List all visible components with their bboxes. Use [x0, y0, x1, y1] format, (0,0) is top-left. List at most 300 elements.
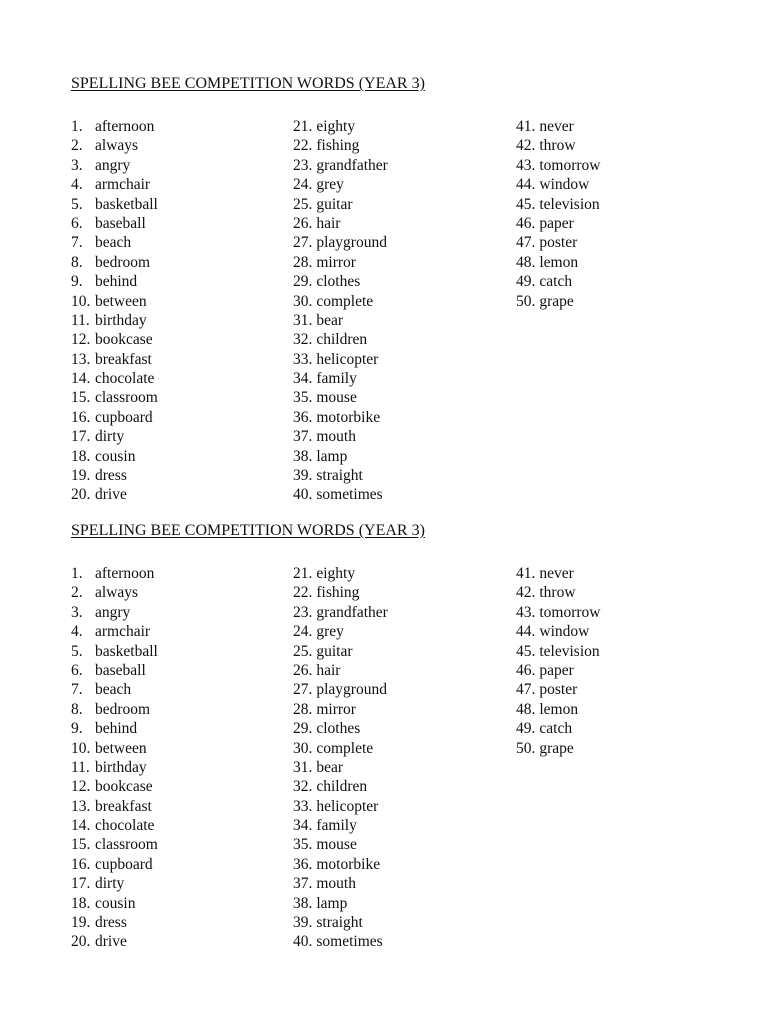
- item-number: 46.: [516, 661, 536, 679]
- item-number: 30.: [293, 292, 313, 310]
- word-list-item: [71, 253, 158, 272]
- spelling-word: classroom: [95, 389, 158, 407]
- item-number: 9.: [71, 273, 83, 291]
- spelling-word: hair: [316, 661, 341, 679]
- word-list-item: [516, 272, 601, 291]
- spelling-word: baseball: [95, 214, 146, 232]
- item-number: 32.: [293, 331, 313, 349]
- item-number: 42.: [516, 137, 536, 155]
- word-list-item: [71, 932, 158, 951]
- spelling-word: afternoon: [95, 565, 155, 582]
- spelling-word: mouth: [316, 428, 356, 446]
- word-list-item: [516, 583, 601, 602]
- spelling-word: poster: [539, 234, 578, 252]
- word-list-item: [293, 894, 388, 913]
- spelling-word: behind: [95, 720, 138, 738]
- item-number: 12.: [71, 778, 91, 796]
- word-list-item: [293, 583, 388, 602]
- word-list-item: [293, 233, 388, 252]
- section-title: SPELLING BEE COMPETITION WORDS (YEAR 3): [71, 75, 425, 92]
- spelling-word: never: [539, 118, 574, 135]
- item-number: 41.: [516, 118, 536, 135]
- item-number: 33.: [293, 797, 313, 815]
- word-list-item: [71, 622, 158, 641]
- item-number: 20.: [71, 933, 91, 951]
- item-number: 21.: [293, 565, 313, 582]
- word-list-item: [71, 136, 158, 155]
- spelling-word: grey: [316, 176, 344, 194]
- word-list-item: [293, 156, 388, 175]
- spelling-word: beach: [95, 681, 132, 699]
- word-list-item: [293, 855, 388, 874]
- item-number: 18.: [71, 447, 91, 465]
- item-number: 23.: [293, 156, 313, 174]
- word-list-item: [71, 797, 158, 816]
- item-number: 44.: [516, 623, 536, 641]
- word-list-item: [516, 136, 601, 155]
- spelling-word: bedroom: [95, 700, 151, 718]
- item-number: 16.: [71, 408, 91, 426]
- word-list-item: [293, 700, 388, 719]
- item-number: 47.: [516, 681, 536, 699]
- spelling-word: bear: [316, 758, 344, 776]
- spelling-word: sometimes: [316, 933, 383, 951]
- word-list-item: [71, 661, 158, 680]
- spelling-word: cupboard: [95, 855, 153, 873]
- item-number: 45.: [516, 195, 536, 213]
- word-list-item: [71, 564, 158, 583]
- spelling-word: clothes: [316, 720, 361, 738]
- item-number: 47.: [516, 234, 536, 252]
- word-list-item: [293, 485, 388, 504]
- spelling-word: family: [316, 370, 357, 388]
- spelling-word: catch: [539, 273, 573, 291]
- word-list-item: [293, 195, 388, 214]
- word-list-item: [71, 777, 158, 796]
- spelling-word: always: [95, 584, 139, 602]
- word-list-item: [293, 466, 388, 485]
- item-number: 5.: [71, 195, 83, 213]
- word-list-item: [293, 777, 388, 796]
- spelling-word: motorbike: [316, 855, 381, 873]
- word-list-item: [293, 835, 388, 854]
- word-list-item: [71, 350, 158, 369]
- item-number: 10.: [71, 739, 91, 757]
- spelling-word: drive: [95, 486, 127, 504]
- word-list-item: [71, 233, 158, 252]
- word-list-item: [71, 700, 158, 719]
- spelling-word: mouse: [316, 836, 357, 854]
- item-number: 31.: [293, 311, 313, 329]
- word-list-item: [293, 680, 388, 699]
- item-number: 26.: [293, 661, 313, 679]
- item-number: 6.: [71, 214, 83, 232]
- item-number: 14.: [71, 370, 91, 388]
- word-column-3: [516, 564, 601, 758]
- spelling-word: paper: [539, 661, 574, 679]
- word-list-item: [71, 466, 158, 485]
- spelling-word: television: [539, 195, 600, 213]
- word-list-item: [516, 292, 601, 311]
- spelling-word: sometimes: [316, 486, 383, 504]
- word-list-item: [71, 816, 158, 835]
- item-number: 35.: [293, 389, 313, 407]
- spelling-word: never: [539, 565, 574, 582]
- item-number: 46.: [516, 214, 536, 232]
- spelling-word: lamp: [316, 447, 348, 465]
- word-list-item: [293, 661, 388, 680]
- spelling-word: bear: [316, 311, 344, 329]
- word-list-item: [71, 427, 158, 446]
- word-column-2: [293, 564, 388, 952]
- spelling-word: grandfather: [316, 156, 388, 174]
- word-list-item: [293, 175, 388, 194]
- word-list-item: [293, 427, 388, 446]
- spelling-word: dress: [95, 467, 127, 485]
- spelling-word: tomorrow: [539, 156, 601, 174]
- word-list-item: [516, 642, 601, 661]
- word-list-item: [293, 642, 388, 661]
- item-number: 6.: [71, 661, 83, 679]
- word-list-item: [293, 330, 388, 349]
- spelling-word: grape: [539, 739, 574, 757]
- item-number: 29.: [293, 720, 313, 738]
- word-list-item: [293, 117, 388, 136]
- item-number: 12.: [71, 331, 91, 349]
- word-list-item: [71, 330, 158, 349]
- spelling-word: children: [316, 331, 368, 349]
- word-list-item: [516, 233, 601, 252]
- spelling-word: mirror: [316, 700, 356, 718]
- word-list-item: [71, 739, 158, 758]
- word-list-item: [71, 642, 158, 661]
- item-number: 34.: [293, 817, 313, 835]
- item-number: 4.: [71, 176, 83, 194]
- item-number: 45.: [516, 642, 536, 660]
- spelling-word: lamp: [316, 894, 348, 912]
- item-number: 44.: [516, 176, 536, 194]
- spelling-word: beach: [95, 234, 132, 252]
- item-number: 19.: [71, 467, 91, 485]
- spelling-word: clothes: [316, 273, 361, 291]
- spelling-word: family: [316, 817, 357, 835]
- item-number: 17.: [71, 875, 91, 893]
- item-number: 16.: [71, 855, 91, 873]
- item-number: 8.: [71, 700, 83, 718]
- item-number: 3.: [71, 603, 83, 621]
- word-list-item: [71, 583, 158, 602]
- word-list-item: [293, 214, 388, 233]
- item-number: 8.: [71, 253, 83, 271]
- item-number: 23.: [293, 603, 313, 621]
- word-list-item: [71, 719, 158, 738]
- spelling-word: poster: [539, 681, 578, 699]
- spelling-word: dirty: [95, 875, 125, 893]
- item-number: 50.: [516, 739, 536, 757]
- item-number: 37.: [293, 875, 313, 893]
- item-number: 1.: [71, 118, 83, 135]
- word-list-item: [71, 175, 158, 194]
- item-number: 40.: [293, 486, 313, 504]
- word-list-item: [516, 739, 601, 758]
- spelling-word: eighty: [316, 118, 356, 135]
- item-number: 28.: [293, 253, 313, 271]
- spelling-word: paper: [539, 214, 574, 232]
- spelling-word: mirror: [316, 253, 356, 271]
- item-number: 48.: [516, 253, 536, 271]
- item-number: 33.: [293, 350, 313, 368]
- item-number: 43.: [516, 603, 536, 621]
- word-list-item: [293, 369, 388, 388]
- word-list-item: [516, 680, 601, 699]
- word-list-item: [71, 874, 158, 893]
- word-list-item: [71, 408, 158, 427]
- item-number: 4.: [71, 623, 83, 641]
- spelling-word: grandfather: [316, 603, 388, 621]
- spelling-word: children: [316, 778, 368, 796]
- word-columns: [71, 564, 711, 956]
- word-list-item: [71, 369, 158, 388]
- spelling-word: birthday: [95, 311, 147, 329]
- spelling-word: between: [95, 739, 147, 757]
- word-list-item: [293, 311, 388, 330]
- word-list-item: [516, 253, 601, 272]
- item-number: 24.: [293, 176, 313, 194]
- word-list-item: [293, 739, 388, 758]
- spelling-word: behind: [95, 273, 138, 291]
- spelling-word: armchair: [95, 176, 151, 194]
- section-title: SPELLING BEE COMPETITION WORDS (YEAR 3): [71, 522, 425, 539]
- spelling-word: window: [539, 176, 590, 194]
- item-number: 15.: [71, 389, 91, 407]
- item-number: 27.: [293, 681, 313, 699]
- word-list-item: [71, 195, 158, 214]
- item-number: 49.: [516, 720, 536, 738]
- item-number: 2.: [71, 584, 83, 602]
- spelling-word: hair: [316, 214, 341, 232]
- item-number: 31.: [293, 758, 313, 776]
- word-list-item: [516, 564, 601, 583]
- word-list-item: [293, 272, 388, 291]
- word-list-item: [293, 603, 388, 622]
- word-list-item: [293, 913, 388, 932]
- spelling-word: lemon: [539, 700, 579, 718]
- word-list-item: [71, 156, 158, 175]
- word-column-2: [293, 117, 388, 505]
- item-number: 30.: [293, 739, 313, 757]
- word-list-item: [293, 408, 388, 427]
- word-list-item: [516, 622, 601, 641]
- item-number: 22.: [293, 137, 313, 155]
- spelling-word: basketball: [95, 195, 158, 213]
- item-number: 48.: [516, 700, 536, 718]
- word-list-item: [71, 603, 158, 622]
- word-list-item: [293, 292, 388, 311]
- spelling-word: baseball: [95, 661, 146, 679]
- spelling-word: window: [539, 623, 590, 641]
- word-list-item: [293, 564, 388, 583]
- item-number: 29.: [293, 273, 313, 291]
- spelling-word: fishing: [316, 137, 360, 155]
- word-list-item: [71, 214, 158, 233]
- item-number: 17.: [71, 428, 91, 446]
- spelling-word: throw: [539, 584, 576, 602]
- word-list-item: [71, 894, 158, 913]
- item-number: 38.: [293, 894, 313, 912]
- spelling-word: classroom: [95, 836, 158, 854]
- item-number: 5.: [71, 642, 83, 660]
- item-number: 19.: [71, 914, 91, 932]
- item-number: 21.: [293, 118, 313, 135]
- spelling-word: chocolate: [95, 370, 155, 388]
- item-number: 32.: [293, 778, 313, 796]
- spelling-word: armchair: [95, 623, 151, 641]
- word-list-item: [293, 719, 388, 738]
- spelling-word: bookcase: [95, 778, 153, 796]
- word-list-section-1: [71, 73, 711, 509]
- word-list-item: [71, 388, 158, 407]
- spelling-word: helicopter: [316, 350, 379, 368]
- spelling-word: chocolate: [95, 817, 155, 835]
- spelling-word: bedroom: [95, 253, 151, 271]
- word-list-item: [71, 913, 158, 932]
- item-number: 11.: [71, 758, 90, 776]
- item-number: 35.: [293, 836, 313, 854]
- item-number: 13.: [71, 797, 91, 815]
- word-list-item: [293, 388, 388, 407]
- spelling-word: straight: [316, 914, 363, 932]
- item-number: 50.: [516, 292, 536, 310]
- spelling-word: mouse: [316, 389, 357, 407]
- spelling-word: cupboard: [95, 408, 153, 426]
- item-number: 43.: [516, 156, 536, 174]
- word-list-item: [71, 117, 158, 136]
- item-number: 22.: [293, 584, 313, 602]
- item-number: 9.: [71, 720, 83, 738]
- word-list-item: [516, 156, 601, 175]
- word-list-item: [71, 311, 158, 330]
- spelling-word: helicopter: [316, 797, 379, 815]
- spelling-word: bookcase: [95, 331, 153, 349]
- spelling-word: eighty: [316, 565, 356, 582]
- item-number: 10.: [71, 292, 91, 310]
- spelling-word: drive: [95, 933, 127, 951]
- word-list-item: [516, 175, 601, 194]
- word-list-item: [516, 195, 601, 214]
- spelling-word: breakfast: [95, 350, 152, 368]
- spelling-word: birthday: [95, 758, 147, 776]
- spelling-word: cousin: [95, 447, 136, 465]
- spelling-word: mouth: [316, 875, 356, 893]
- spelling-word: guitar: [316, 195, 353, 213]
- item-number: 49.: [516, 273, 536, 291]
- word-column-3: [516, 117, 601, 311]
- spelling-word: motorbike: [316, 408, 381, 426]
- spelling-word: tomorrow: [539, 603, 601, 621]
- item-number: 41.: [516, 565, 536, 582]
- spelling-word: breakfast: [95, 797, 152, 815]
- item-number: 28.: [293, 700, 313, 718]
- spelling-word: dress: [95, 914, 127, 932]
- item-number: 20.: [71, 486, 91, 504]
- item-number: 36.: [293, 855, 313, 873]
- word-list-item: [71, 758, 158, 777]
- item-number: 15.: [71, 836, 91, 854]
- word-list-item: [516, 603, 601, 622]
- spelling-word: playground: [316, 681, 387, 699]
- word-list-item: [293, 797, 388, 816]
- word-list-item: [293, 136, 388, 155]
- item-number: 39.: [293, 914, 313, 932]
- word-list-item: [71, 835, 158, 854]
- spelling-word: between: [95, 292, 147, 310]
- item-number: 40.: [293, 933, 313, 951]
- spelling-word: guitar: [316, 642, 353, 660]
- word-list-item: [516, 214, 601, 233]
- spelling-word: throw: [539, 137, 576, 155]
- word-list-item: [71, 292, 158, 311]
- spelling-word: complete: [316, 739, 374, 757]
- word-list-item: [293, 622, 388, 641]
- item-number: 26.: [293, 214, 313, 232]
- spelling-word: basketball: [95, 642, 158, 660]
- item-number: 36.: [293, 408, 313, 426]
- word-list-item: [71, 855, 158, 874]
- item-number: 27.: [293, 234, 313, 252]
- spelling-word: catch: [539, 720, 573, 738]
- item-number: 37.: [293, 428, 313, 446]
- word-list-item: [516, 700, 601, 719]
- word-list-item: [293, 253, 388, 272]
- spelling-word: angry: [95, 156, 131, 174]
- word-column-1: [71, 564, 158, 952]
- word-list-item: [293, 874, 388, 893]
- word-list-item: [516, 719, 601, 738]
- spelling-word: cousin: [95, 894, 136, 912]
- word-column-1: [71, 117, 158, 505]
- spelling-word: playground: [316, 234, 387, 252]
- word-list-item: [293, 932, 388, 951]
- item-number: 25.: [293, 642, 313, 660]
- item-number: 24.: [293, 623, 313, 641]
- item-number: 13.: [71, 350, 91, 368]
- item-number: 3.: [71, 156, 83, 174]
- spelling-word: complete: [316, 292, 374, 310]
- word-list-item: [293, 350, 388, 369]
- spelling-word: afternoon: [95, 118, 155, 135]
- item-number: 25.: [293, 195, 313, 213]
- word-list-item: [71, 272, 158, 291]
- word-list-item: [293, 758, 388, 777]
- item-number: 14.: [71, 817, 91, 835]
- item-number: 2.: [71, 137, 83, 155]
- spelling-word: lemon: [539, 253, 579, 271]
- spelling-word: dirty: [95, 428, 125, 446]
- word-list-item: [516, 661, 601, 680]
- item-number: 7.: [71, 234, 83, 252]
- item-number: 38.: [293, 447, 313, 465]
- spelling-word: straight: [316, 467, 363, 485]
- word-list-item: [71, 447, 158, 466]
- item-number: 39.: [293, 467, 313, 485]
- item-number: 34.: [293, 370, 313, 388]
- word-list-item: [293, 447, 388, 466]
- item-number: 11.: [71, 311, 90, 329]
- word-list-item: [293, 816, 388, 835]
- spelling-word: television: [539, 642, 600, 660]
- spelling-word: always: [95, 137, 139, 155]
- item-number: 1.: [71, 565, 83, 582]
